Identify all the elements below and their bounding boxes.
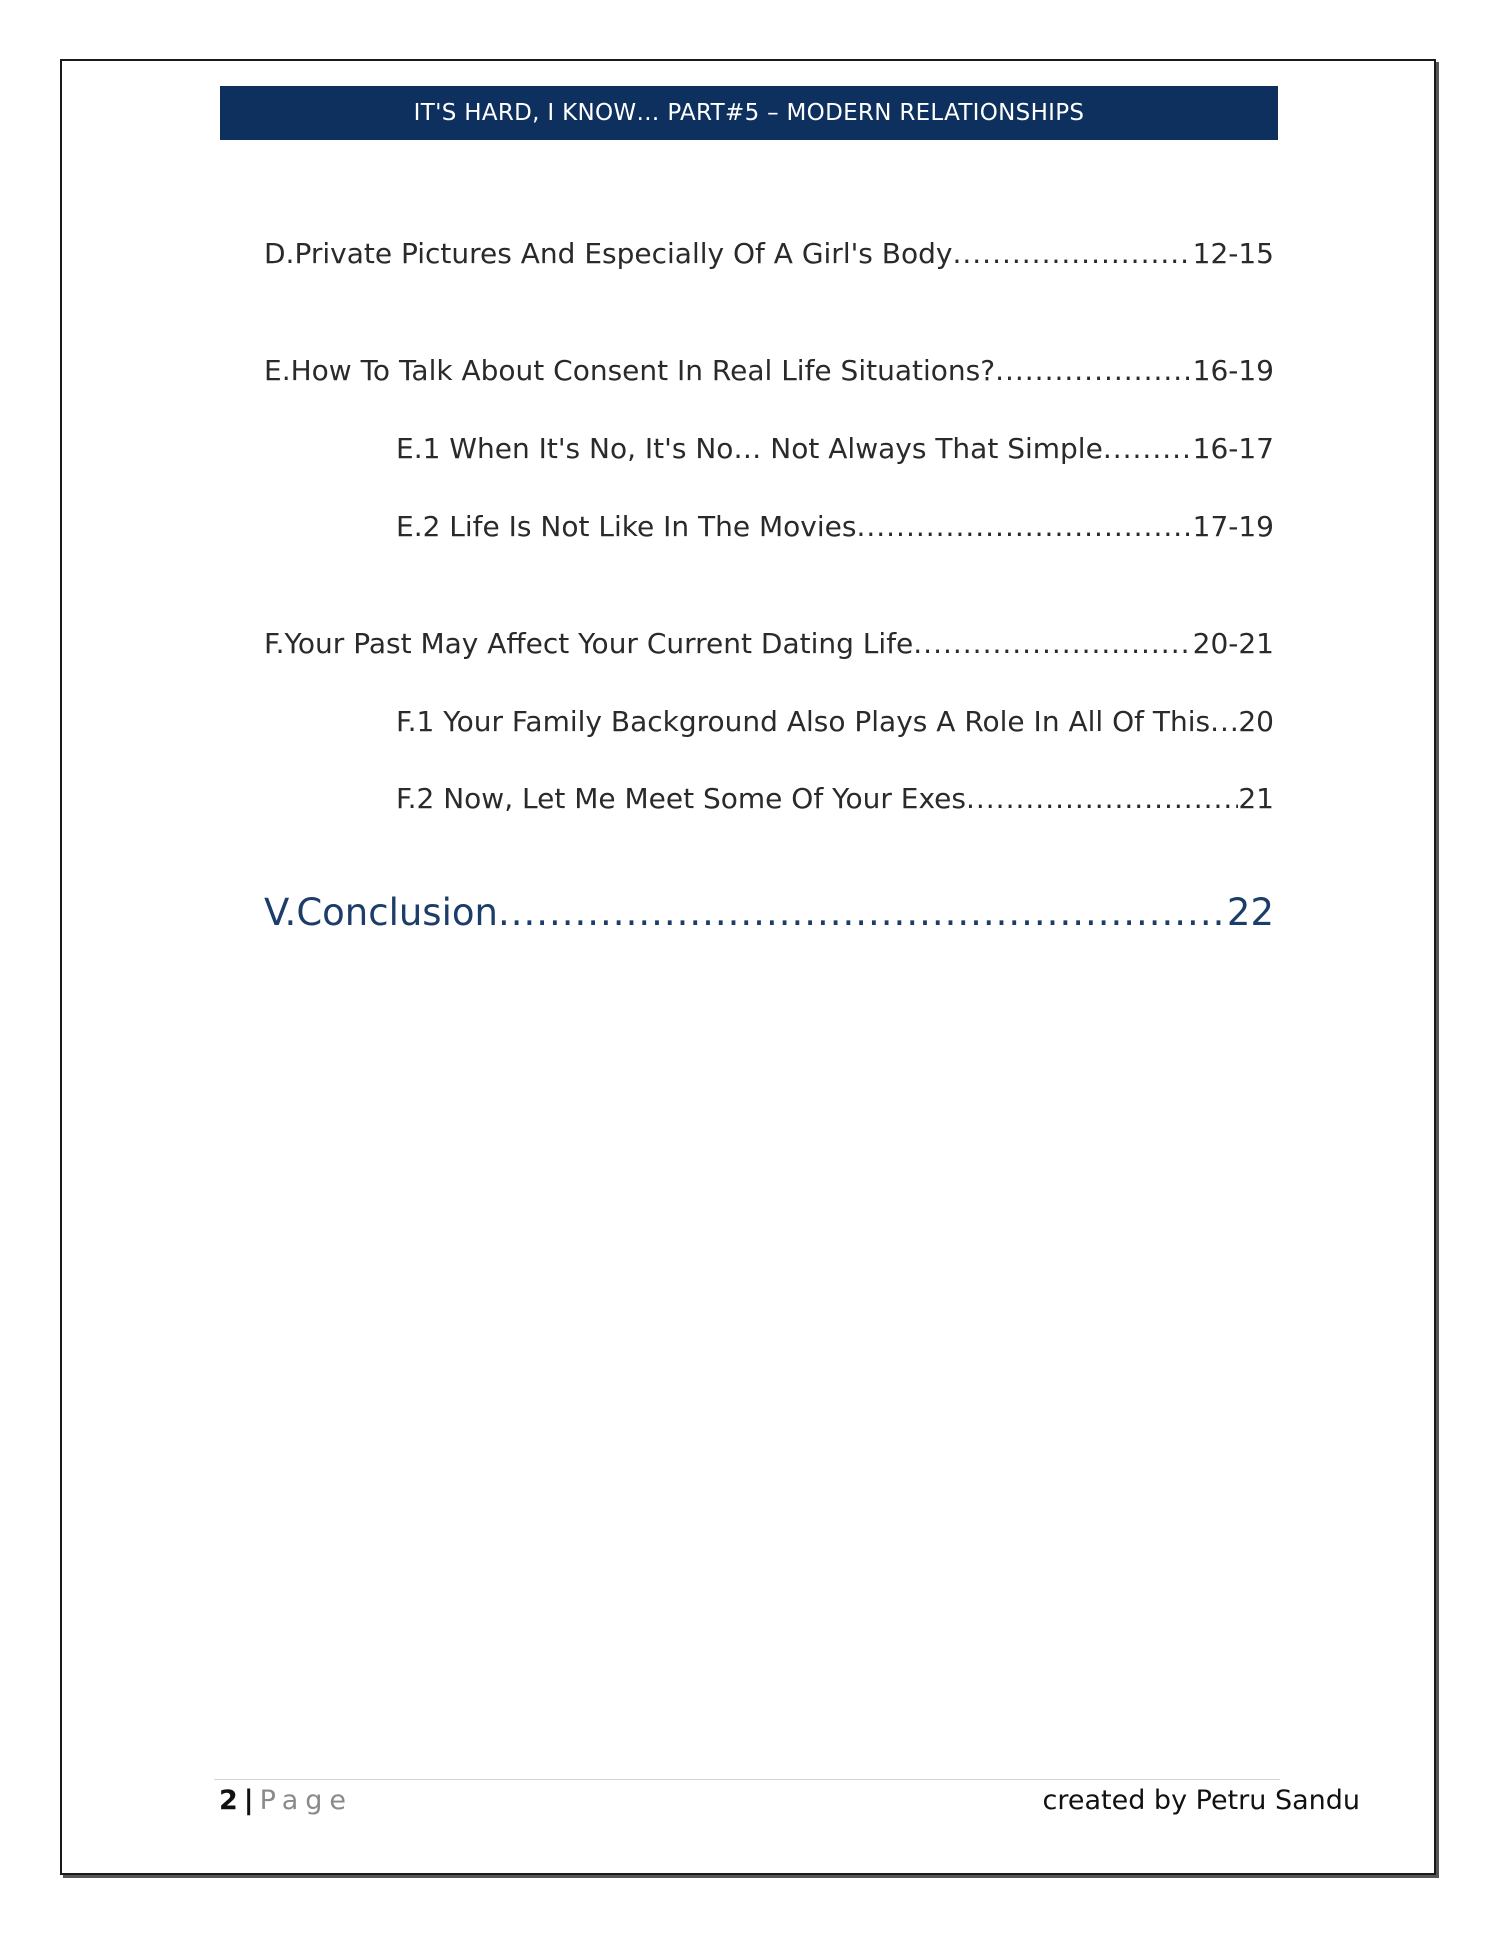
toc-title: Conclusion xyxy=(296,891,498,934)
toc-leader xyxy=(966,782,1238,815)
toc-marker: F. xyxy=(264,627,285,660)
toc-leader xyxy=(952,237,1192,270)
toc-entry-f1[interactable] xyxy=(396,705,1274,738)
toc-pages: 17-19 xyxy=(1192,510,1274,543)
toc-pages: 20-21 xyxy=(1192,627,1274,660)
toc-pages: 20 xyxy=(1238,705,1274,738)
toc-entry-d[interactable] xyxy=(264,237,1274,270)
author-credit: created by Petru Sandu xyxy=(1042,1785,1360,1816)
toc-pages: 22 xyxy=(1226,891,1274,934)
toc-entry-e1[interactable] xyxy=(396,432,1274,465)
toc-pages: 16-19 xyxy=(1192,354,1274,387)
toc-title: Your Past May Affect Your Current Dating Life xyxy=(284,627,914,660)
page-label: Page xyxy=(259,1785,354,1816)
toc-leader xyxy=(1103,432,1193,465)
page-border xyxy=(60,59,1436,1875)
toc-leader xyxy=(995,354,1193,387)
toc-title: How To Talk About Consent In Real Life Situations? xyxy=(290,354,996,387)
toc-entry-e2[interactable] xyxy=(396,510,1274,543)
page-separator: | xyxy=(243,1785,254,1816)
toc-pages: 21 xyxy=(1238,782,1274,815)
toc-entry-v[interactable] xyxy=(264,891,1274,934)
toc-title: F.2 Now, Let Me Meet Some Of Your Exes xyxy=(396,782,966,815)
toc-leader xyxy=(1210,705,1238,738)
toc-title: E.2 Life Is Not Like In The Movies xyxy=(396,510,857,543)
toc-entry-f2[interactable] xyxy=(396,782,1274,815)
toc-marker: V. xyxy=(264,891,297,934)
toc-entry-f[interactable] xyxy=(264,627,1274,660)
toc-leader xyxy=(913,627,1192,660)
toc-pages: 16-17 xyxy=(1192,432,1274,465)
running-header xyxy=(220,86,1278,140)
toc-leader xyxy=(498,891,1227,934)
footer-divider xyxy=(214,1779,1280,1780)
toc-title: F.1 Your Family Background Also Plays A Role In All Of This xyxy=(396,705,1211,738)
toc-title: E.1 When It's No, It's No… Not Always That Simple xyxy=(396,432,1103,465)
toc-pages: 12-15 xyxy=(1192,237,1274,270)
page-number-footer xyxy=(219,1785,353,1816)
page-number: 2 xyxy=(219,1785,238,1816)
toc-leader xyxy=(856,510,1192,543)
toc-marker: D. xyxy=(264,237,295,270)
toc-entry-e[interactable] xyxy=(264,354,1274,387)
toc-title: Private Pictures And Especially Of A Girl's Body xyxy=(294,237,953,270)
running-header-title: IT'S HARD, I KNOW… PART#5 – MODERN RELATIONSHIPS xyxy=(413,100,1085,126)
toc-marker: E. xyxy=(264,354,291,387)
